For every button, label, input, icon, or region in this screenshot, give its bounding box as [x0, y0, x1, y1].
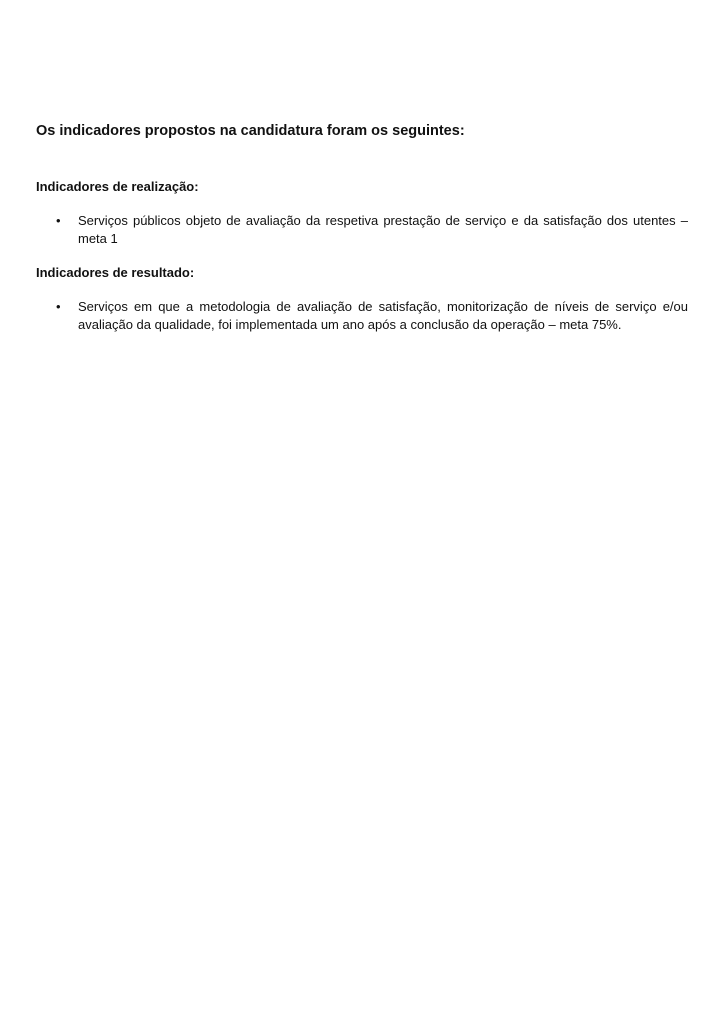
- list-item-text: Serviços públicos objeto de avaliação da respetiva prestação de serviço e da satisfação dos utentes – meta 1: [78, 213, 688, 246]
- list-item-text: Serviços em que a metodologia de avaliação de satisfação, monitorização de níveis de serviço e/ou avaliação da qualidade, foi implementada um ano após a conclusão da operação – meta 75%.: [78, 299, 688, 332]
- section-title-realizacao: Indicadores de realização:: [36, 179, 199, 194]
- list-item-realizacao: [36, 212, 688, 248]
- bullet-icon: •: [56, 299, 61, 314]
- page-heading: Os indicadores propostos na candidatura foram os seguintes:: [36, 123, 465, 139]
- bullet-icon: •: [56, 213, 61, 228]
- section-title-resultado: Indicadores de resultado:: [36, 265, 195, 280]
- list-item-resultado: [36, 298, 688, 334]
